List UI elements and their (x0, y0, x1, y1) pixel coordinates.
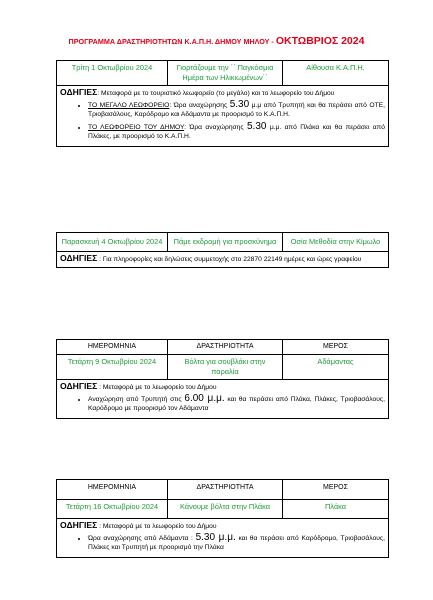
event-date: Τετάρτη 16 Οκτωβρίου 2024 (57, 500, 168, 519)
header-date: ΗΜΕΡΟΜΗΝΙΑ (57, 480, 168, 500)
event-block-1 (56, 60, 389, 147)
notes-text: : Μεταφορά με το λεωφορείο του Δήμου (97, 384, 217, 391)
bullet-post: μ.μ από Τρυπητή και θα περάσει από ΟΤΕ, Τριοβασάλους, Καρόδρομο και Αδάμαντα με προορισμό το Κ.Α.Π.Η. (88, 101, 385, 119)
event-notes (57, 519, 389, 558)
title-prefix: ΠΡΟΓΡΑΜΜΑ ΔΡΑΣΤΗΡΙΟΤΗΤΩΝ Κ.Α.Π.Η. ΔΗΜΟΥ ΜΗΛΟΥ - (68, 37, 276, 46)
event-block-2 (56, 232, 389, 268)
notes-label: ΟΔΗΓΙΕΣ (60, 253, 98, 263)
list-item (88, 100, 385, 120)
header-row (57, 480, 389, 500)
document-title (0, 35, 433, 47)
event-place: Αίθουσα Κ.Α.Π.Η. (283, 61, 389, 86)
event-date: Τετάρτη 9 Οκτωβρίου 2024 (57, 355, 168, 380)
notes-list (60, 533, 385, 553)
header-activity: ΔΡΑΣΤΗΡΙΟΤΗΤΑ (168, 340, 283, 355)
event-activity: Γιορτάζουμε την ΄΄ Παγκόσμια Ημέρα των Ηλικιωμένων΄΄ (168, 61, 283, 86)
event-date: Τρίτη 1 Οκτωβρίου 2024 (57, 61, 168, 86)
bus-label: ΤΟ ΜΕΓΑΛΟ ΛΕΩΦΟΡΕΙΟ (88, 101, 170, 109)
header-activity: ΔΡΑΣΤΗΡΙΟΤΗΤΑ (168, 480, 283, 500)
bullet-pre: : Ώρα αναχώρησης (184, 123, 247, 131)
header-row (57, 340, 389, 355)
notes-label: ΟΔΗΓΙΕΣ (60, 87, 98, 97)
bullet-post: και θα περάσει από Καρόδρομο, Τριοβασάλους, Πλάκες και Τρυπητή με προορισμό την Πλάκα (88, 534, 385, 552)
bullet-pre: : Ώρα αναχώρησης (169, 101, 230, 109)
list-item (88, 122, 385, 142)
event-activity: Βόλτα για σουβλάκι στην παραλία (168, 355, 283, 380)
event-block-3 (56, 339, 389, 419)
event-row (57, 355, 389, 380)
notes-list (60, 100, 385, 142)
bullet-post: μ.μ. από Πλάκα και θα περάσει από Πλάκες, με προορισμό το Κ.Α.Π.Η. (88, 123, 386, 141)
event-place: Αδάμαντας (283, 355, 389, 380)
notes-text: : Για πληροφορίες και δηλώσεις συμμετοχής στο 22870 22149 ημέρες και ώρες γραφείου (97, 256, 362, 263)
event-notes (57, 86, 389, 147)
event-date: Παρασκευή 4 Οκτωβρίου 2024 (57, 233, 168, 252)
event-notes (57, 252, 389, 268)
event-notes (57, 380, 389, 419)
event-place: Οσία Μεθοδία στην Κίμωλο (283, 233, 389, 252)
departure-time: 5.30 (229, 98, 250, 110)
bullet-post: και θα περάσει από Πλάκα, Πλάκες, Τριοβασάλους, Καρόδρομο με προορισμό τον Αδάμαντα (88, 395, 385, 413)
header-place: ΜΕΡΟΣ (283, 340, 389, 355)
event-block-4 (56, 479, 389, 558)
notes-text: : Μεταφορά με το τουριστικό λεωφορείο (το μεγάλο) και το λεωφορείο του Δήμου (97, 90, 335, 97)
event-row (57, 233, 389, 252)
departure-time: 6.00 μ.μ. (184, 392, 225, 404)
list-item (88, 533, 385, 553)
header-place: ΜΕΡΟΣ (283, 480, 389, 500)
list-item (88, 394, 385, 414)
title-month: ΟΚΤΩΒΡΙΟΣ 2024 (275, 35, 365, 47)
notes-text: : Μεταφορά με το λεωφορείο του Δήμου (97, 523, 217, 530)
event-activity: Κάνουμε βόλτα στην Πλάκα (168, 500, 283, 519)
event-row (57, 61, 389, 86)
event-place: Πλάκα (283, 500, 389, 519)
header-date: ΗΜΕΡΟΜΗΝΙΑ (57, 340, 168, 355)
departure-time: 5.30 μ.μ. (195, 531, 236, 543)
notes-label: ΟΔΗΓΙΕΣ (60, 520, 98, 530)
bullet-pre: Ώρα αναχώρησης από Αδάμαντα : (88, 534, 196, 542)
notes-label: ΟΔΗΓΙΕΣ (60, 381, 98, 391)
event-row (57, 500, 389, 519)
bus-label: ΤΟ ΛΕΩΦΟΡΕΙΟ ΤΟΥ ΔΗΜΟΥ (88, 123, 185, 131)
departure-time: 5.30 (247, 120, 267, 132)
event-activity: Πάμε εκδρομή για προσκύνημα (168, 233, 283, 252)
notes-list (60, 394, 385, 414)
bullet-pre: Αναχώρηση από Τρυπητή στις (88, 395, 185, 403)
